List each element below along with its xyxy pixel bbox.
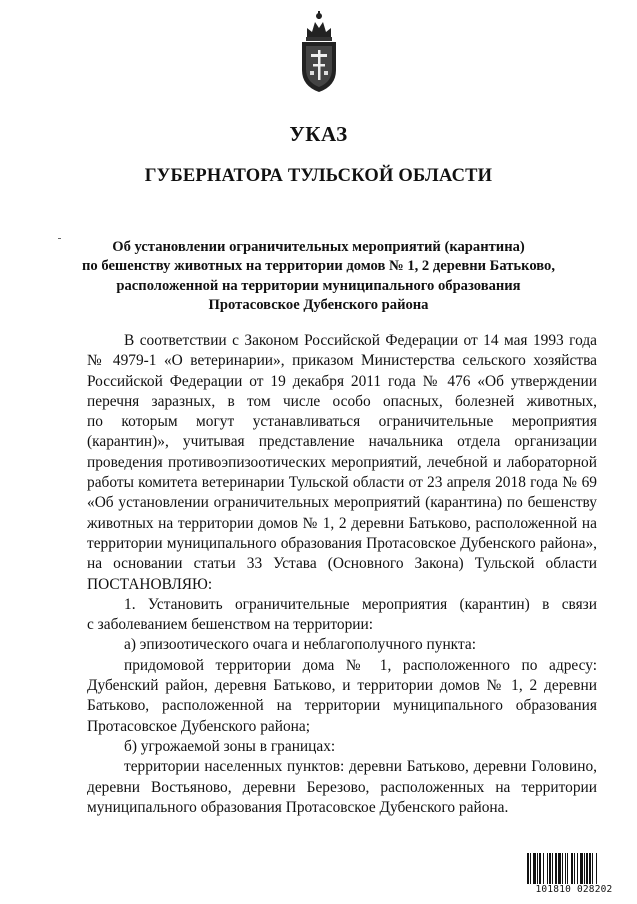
barcode-bar: [549, 853, 551, 885]
decree-title: УКАЗ: [289, 122, 348, 146]
barcode-bar: [565, 853, 566, 885]
body-line: Протасовское Дубенского района;: [87, 717, 311, 735]
barcode-bar: [527, 853, 529, 885]
body-line: Российской Федерации от 19 декабря 2011 года № 476 «Об утверждении: [87, 372, 597, 390]
decree-body: [87, 331, 597, 818]
barcode-bar: [562, 853, 563, 885]
body-line: проведения противоэпизоотических мероприятий, лечебной и лабораторной: [87, 453, 597, 471]
subject-line: по бешенству животных на территории домов № 1, 2 деревни Батьково,: [82, 258, 555, 275]
body-line: Батьково, расположенной на территории муниципального образования: [87, 697, 597, 715]
barcode-number: 101810 028202: [527, 884, 621, 895]
body-line: придомовой территории дома № 1, расположенного по адресу:: [124, 656, 597, 674]
scan-speck: [58, 238, 61, 239]
barcode-bar: [539, 853, 541, 885]
body-line: В соответствии с Законом Российской Федерации от 14 мая 1993 года: [124, 332, 597, 349]
barcode-bar: [592, 853, 593, 885]
barcode-bar: [596, 853, 597, 885]
barcode-bar: [547, 853, 548, 885]
subject-line: расположенной на территории муниципального образования: [116, 277, 521, 294]
decree-issuer: ГУБЕРНАТОРА ТУЛЬСКОЙ ОБЛАСТИ: [144, 166, 493, 186]
body-line: ПОСТАНОВЛЯЮ:: [87, 575, 213, 593]
body-line: территории муниципального образования Протасовское Дубенского района»,: [87, 534, 597, 552]
body-line: (карантин)», учитывая представление начальника отдела организации: [87, 433, 597, 451]
barcode-bar: [586, 853, 588, 885]
body-line: Дубенский район, деревня Батьково, и территории домов № 1, 2 деревни: [87, 677, 597, 695]
body-line: животных на территории домов № 1, 2 деревни Батьково, расположенной на: [87, 514, 597, 532]
barcode-bar: [580, 853, 583, 885]
body-line: б) угрожаемой зоны в границах:: [124, 737, 336, 755]
body-line: а) эпизоотического очага и неблагополучного пункта:: [124, 636, 476, 654]
barcode-bar: [552, 853, 553, 885]
barcode-bar: [577, 853, 578, 885]
barcode-bar: [543, 853, 544, 885]
body-line: 1. Установить ограничительные мероприятия (карантин) в связи: [124, 595, 597, 613]
body-line: перечня заразных, в том числе особо опасных, болезней животных,: [87, 392, 597, 410]
body-line: территории населенных пунктов: деревни Батьково, деревни Головино,: [124, 758, 597, 776]
barcode-bar: [530, 853, 531, 885]
barcode-bar: [589, 853, 591, 885]
subject-line: Протасовское Дубенского района: [208, 296, 429, 313]
subject-line: Об установлении ограничительных мероприятий (карантина): [112, 239, 525, 255]
barcode-bar: [567, 853, 568, 885]
barcode-bar: [558, 853, 561, 885]
barcode-bar: [537, 853, 538, 885]
body-line: по которым могут устанавливаться ограничительные мероприятия: [87, 413, 597, 431]
barcode-bar: [584, 853, 585, 885]
body-line: работы комитета ветеринарии Тульской области от 23 апреля 2018 года № 69: [87, 474, 597, 492]
coat-of-arms-icon: [298, 8, 340, 94]
barcode-bar: [571, 853, 573, 885]
barcode-bar: [574, 853, 575, 885]
decree-subject: [70, 238, 567, 315]
body-line: № 4979-1 «О ветеринарии», приказом Министерства сельского хозяйства: [87, 352, 597, 370]
body-line: муниципального образования Протасовское Дубенского района.: [87, 798, 509, 816]
body-line: «Об установлении ограничительных мероприятий (карантина) по бешенству: [87, 494, 597, 512]
barcode-bar: [533, 853, 536, 885]
body-line: деревни Востьяново, деревни Березово, расположенных на территории: [87, 778, 597, 796]
barcode-bar: [555, 853, 557, 885]
body-line: с заболеванием бешенством на территории:: [87, 616, 374, 634]
body-line: на основании статьи 33 Устава (Основного Закона) Тульской области: [87, 555, 597, 573]
